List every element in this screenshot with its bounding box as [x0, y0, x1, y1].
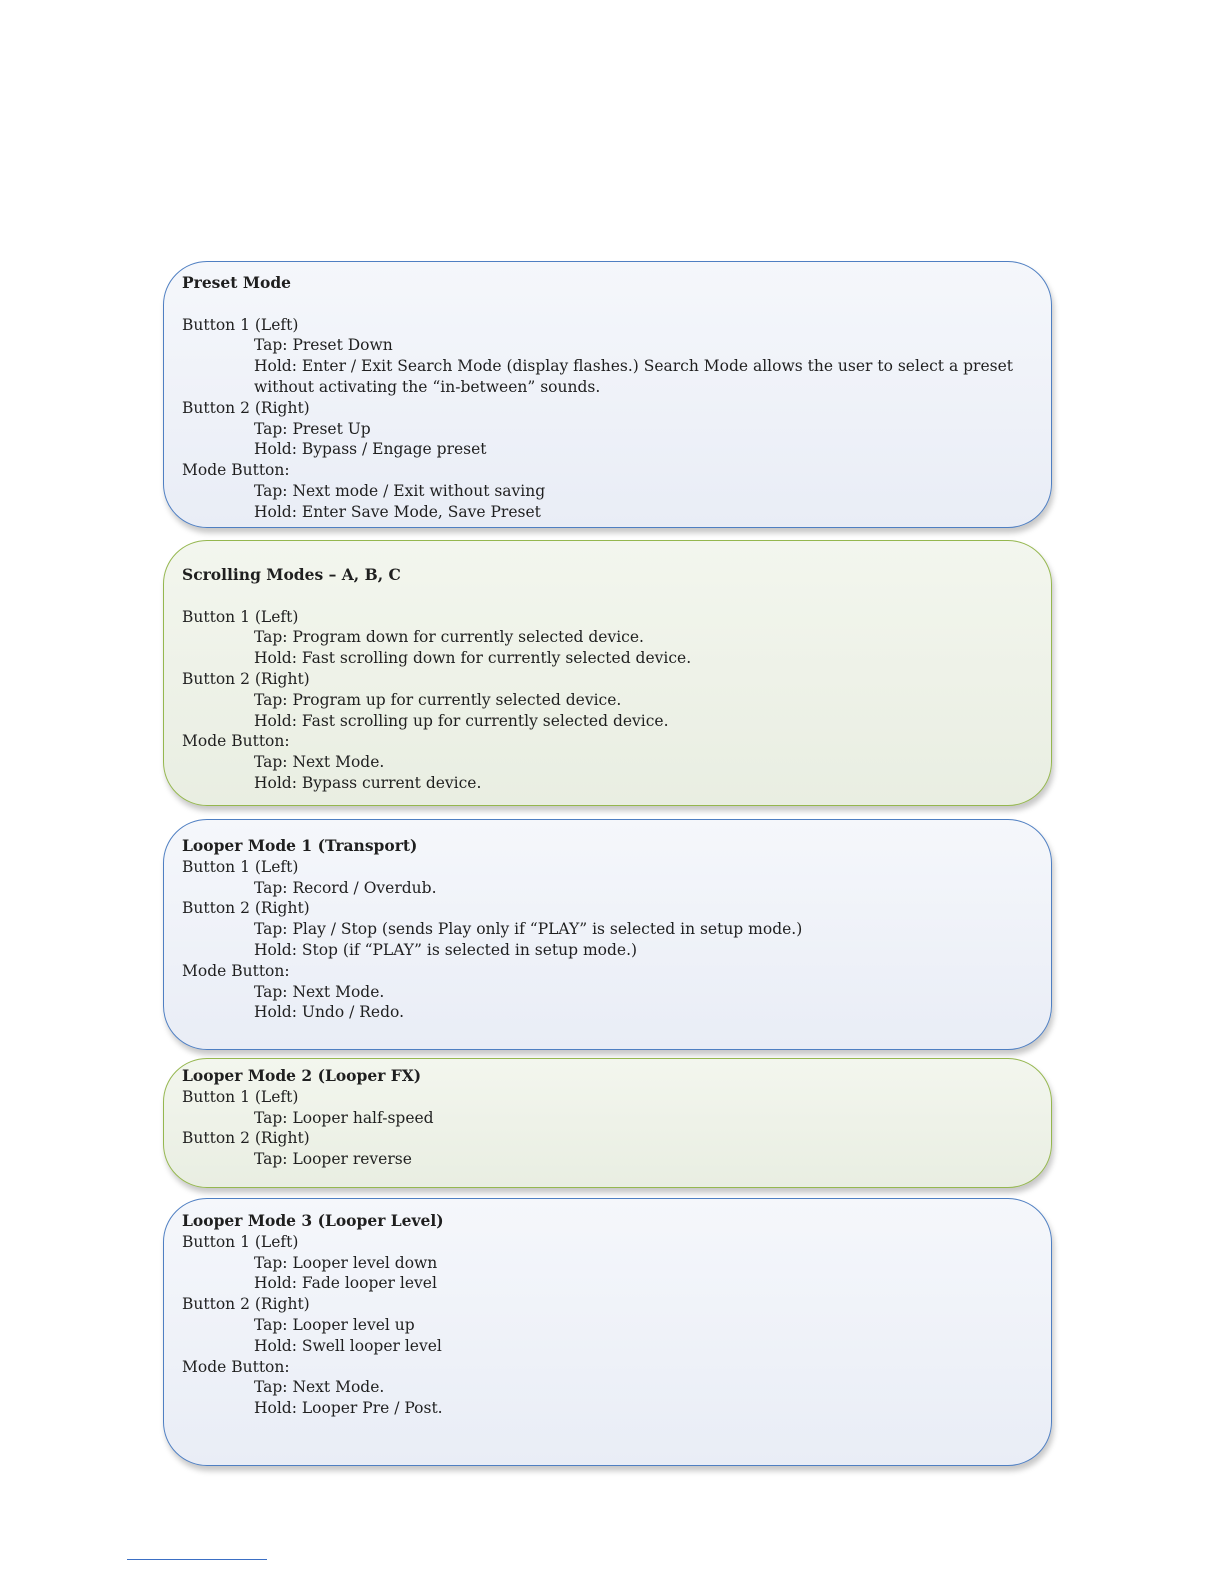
preset-button-1-label: Button 1 (Left) — [182, 315, 299, 334]
preset-button-1-hold: Hold: Enter / Exit Search Mode (display flashes.) Search Mode allows the user to select a preset — [254, 357, 1013, 376]
spacer — [182, 586, 1033, 607]
scroll-button-1-tap: Tap: Program down for currently selected device. — [254, 628, 644, 647]
preset-mode-button-label: Mode Button: — [182, 461, 290, 480]
looper-mode-2-box — [163, 1058, 1052, 1188]
looper2-button-2-tap: Tap: Looper reverse — [254, 1150, 412, 1169]
scrolling-modes-title: Scrolling Modes – A, B, C — [182, 565, 401, 584]
looper1-button-2-tap: Tap: Play / Stop (sends Play only if “PLAY” is selected in setup mode.) — [254, 920, 803, 939]
preset-mode-button-tap: Tap: Next mode / Exit without saving — [254, 481, 546, 500]
looper3-button-2-tap: Tap: Looper level up — [254, 1315, 415, 1334]
looper3-mode-button-label: Mode Button: — [182, 1357, 290, 1376]
spacer — [182, 294, 1033, 315]
looper1-button-2-label: Button 2 (Right) — [182, 899, 310, 918]
preset-mode-title: Preset Mode — [182, 273, 292, 292]
scroll-mode-button-tap: Tap: Next Mode. — [254, 753, 385, 772]
looper3-button-1-tap: Tap: Looper level down — [254, 1253, 438, 1272]
looper-mode-1-box — [163, 819, 1052, 1050]
preset-button-2-tap: Tap: Preset Up — [254, 419, 371, 438]
scroll-mode-button-hold: Hold: Bypass current device. — [254, 773, 482, 792]
preset-button-1-hold-cont: without activating the “in-between” sounds. — [254, 377, 601, 396]
preset-mode-button-hold: Hold: Enter Save Mode, Save Preset — [254, 502, 541, 521]
preset-button-2-label: Button 2 (Right) — [182, 398, 310, 417]
scroll-mode-button-label: Mode Button: — [182, 732, 290, 751]
scroll-button-2-tap: Tap: Program up for currently selected device. — [254, 690, 622, 709]
preset-mode-box — [163, 261, 1052, 528]
looper-mode-3-title: Looper Mode 3 (Looper Level) — [182, 1211, 444, 1230]
looper-mode-1-title: Looper Mode 1 (Transport) — [182, 836, 418, 855]
footnote-separator — [127, 1559, 267, 1560]
looper1-mode-button-tap: Tap: Next Mode. — [254, 982, 385, 1001]
looper3-button-2-label: Button 2 (Right) — [182, 1295, 310, 1314]
looper2-button-2-label: Button 2 (Right) — [182, 1129, 310, 1148]
looper1-button-1-label: Button 1 (Left) — [182, 857, 299, 876]
looper2-button-1-label: Button 1 (Left) — [182, 1087, 299, 1106]
looper-mode-2-title: Looper Mode 2 (Looper FX) — [182, 1066, 422, 1085]
looper3-mode-button-tap: Tap: Next Mode. — [254, 1378, 385, 1397]
looper3-button-2-hold: Hold: Swell looper level — [254, 1336, 442, 1355]
scroll-button-2-hold: Hold: Fast scrolling up for currently selected device. — [254, 711, 669, 730]
looper3-button-1-hold: Hold: Fade looper level — [254, 1274, 437, 1293]
looper-mode-3-box — [163, 1198, 1052, 1466]
scrolling-modes-box — [163, 540, 1052, 806]
looper3-mode-button-hold: Hold: Looper Pre / Post. — [254, 1399, 443, 1418]
scroll-button-1-label: Button 1 (Left) — [182, 607, 299, 626]
preset-button-1-tap: Tap: Preset Down — [254, 336, 393, 355]
looper1-button-2-hold: Hold: Stop (if “PLAY” is selected in setup mode.) — [254, 940, 638, 959]
scroll-button-1-hold: Hold: Fast scrolling down for currently selected device. — [254, 649, 692, 668]
preset-button-2-hold: Hold: Bypass / Engage preset — [254, 440, 487, 459]
looper1-button-1-tap: Tap: Record / Overdub. — [254, 878, 437, 897]
looper3-button-1-label: Button 1 (Left) — [182, 1232, 299, 1251]
looper1-mode-button-hold: Hold: Undo / Redo. — [254, 1003, 405, 1022]
looper1-mode-button-label: Mode Button: — [182, 961, 290, 980]
scroll-button-2-label: Button 2 (Right) — [182, 669, 310, 688]
looper2-button-1-tap: Tap: Looper half-speed — [254, 1108, 434, 1127]
